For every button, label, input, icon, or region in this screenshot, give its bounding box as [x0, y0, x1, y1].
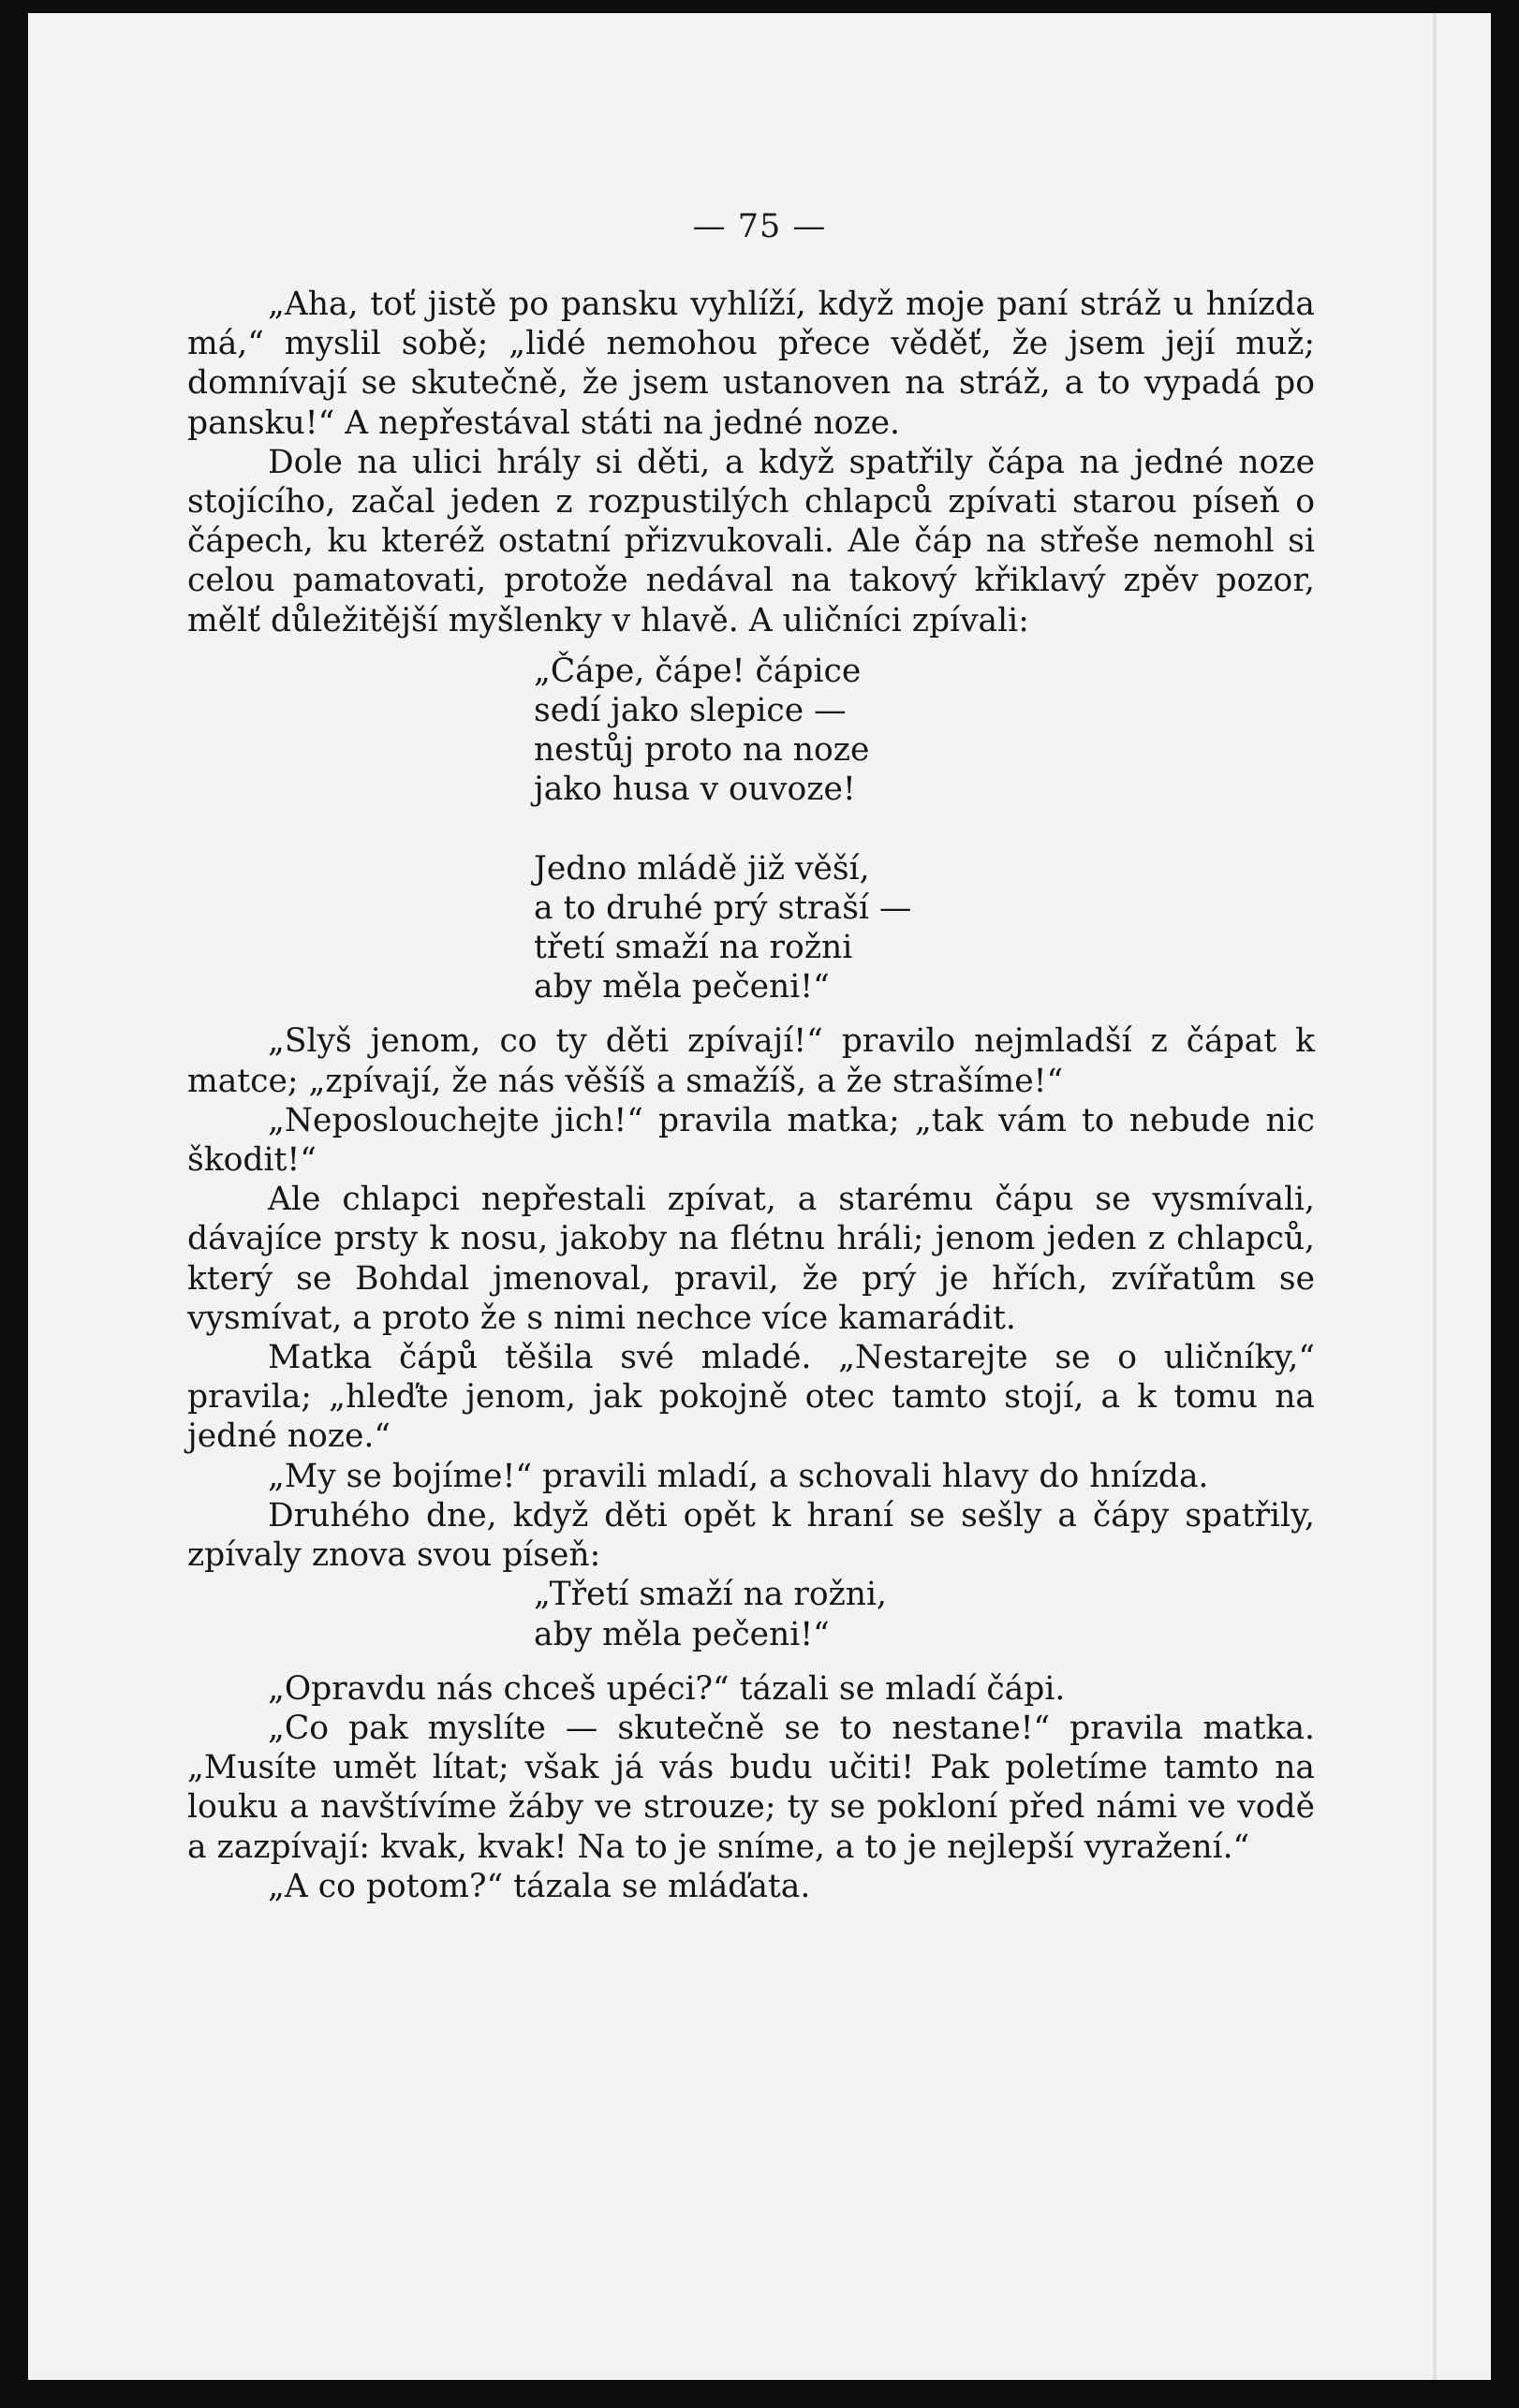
verse-line: aby měla pečeni!“: [534, 1615, 830, 1653]
stanza-gap: [534, 810, 1315, 849]
paragraph-5: Ale chlapci nepřestali zpívat, a starému čápu se vysmívali, dávajíce prsty k nosu, jakoby na flétnu hráli; jenom jeden z chlapců, který se Bohdal jmenoval, pravil, že prý je hřích, zvířatům se vysmívat, a proto že s nimi nechce více kamarádit.: [187, 1181, 1315, 1337]
book-page: [28, 13, 1491, 2380]
verse-line: jako husa v ouvoze!: [534, 771, 856, 809]
paragraph-2: Dole na ulici hrály si děti, a když spatřily čápa na jedné noze stojícího, začal jeden z rozpustilých chlapců zpívati starou píseň o čápech, ku kteréž ostatní přizvukovali. Ale čáp na střeše nemohl si celou pamatovati, protože nedával na takový křiklavý zpěv pozor, mělť důležitější myšlenky v hlavě. A uličníci zpívali:: [187, 443, 1315, 639]
verse-line: třetí smaží na rožni: [534, 929, 853, 967]
song-verse: [534, 652, 1315, 1007]
paragraph-4: „Neposlouchejte jich!“ pravila matka; „tak vám to nebude nic škodit!“: [187, 1101, 1315, 1180]
paragraph-10: „Co pak myslíte — skutečně se to nestane!“ pravila matka. „Musíte umět lítat; však já vás budu učiti! Pak poletíme tamto na louku a navštívíme žáby ve strouze; ty se pokloní před námi ve vodě a zazpívají: kvak, kvak! Na to je sníme, a to je nejlepší vyražení.“: [187, 1709, 1315, 1866]
page-number: — 75 —: [692, 208, 827, 245]
verse-line: nestůj proto na noze: [534, 731, 870, 770]
paragraph-8: Druhého dne, když děti opět k hraní se sešly a čápy spatřily, zpívaly znova svou píseň:: [187, 1496, 1315, 1575]
verse-line: „Čápe, čápe! čápice: [534, 652, 862, 690]
song-verse-repeat: [534, 1575, 1315, 1653]
paragraph-1: „Aha, toť jistě po pansku vyhlíží, když moje paní stráž u hnízda má,“ myslil sobě; „lidé nemohou přece věděť, že jsem její muž; domnívají se skutečně, že jsem ustanoven na stráž, a to vypadá po pansku!“ A nepřestával státi na jedné noze.: [187, 286, 1315, 442]
paragraph-6: Matka čápů těšila své mladé. „Nestarejte se o uličníky,“ pravila; „hleďte jenom, jak pokojně otec tamto stojí, a k tomu na jedné noze.“: [187, 1339, 1315, 1456]
paragraph-7: „My se bojíme!“ pravili mladí, a schovali hlavy do hnízda.: [268, 1457, 1209, 1495]
verse-line: sedí jako slepice —: [534, 692, 847, 730]
verse-line: „Třetí smaží na rožni,: [534, 1576, 888, 1614]
verse-line: Jedno mládě již věší,: [534, 849, 870, 888]
verse-line: a to druhé prý straší —: [534, 888, 912, 927]
story-text: [187, 285, 1315, 1906]
paragraph-9: „Opravdu nás chceš upéci?“ tázali se mladí čápi.: [268, 1669, 1066, 1708]
paragraph-11: „A co potom?“ tázala se mláďata.: [268, 1867, 811, 1905]
paragraph-3: „Slyš jenom, co ty děti zpívají!“ pravilo nejmladší z čápat k matce; „zpívají, že nás věšíš a smažíš, a že strašíme!“: [187, 1022, 1315, 1100]
page-edge-shadow: [1433, 13, 1437, 2380]
verse-line: aby měla pečeni!“: [534, 968, 830, 1006]
